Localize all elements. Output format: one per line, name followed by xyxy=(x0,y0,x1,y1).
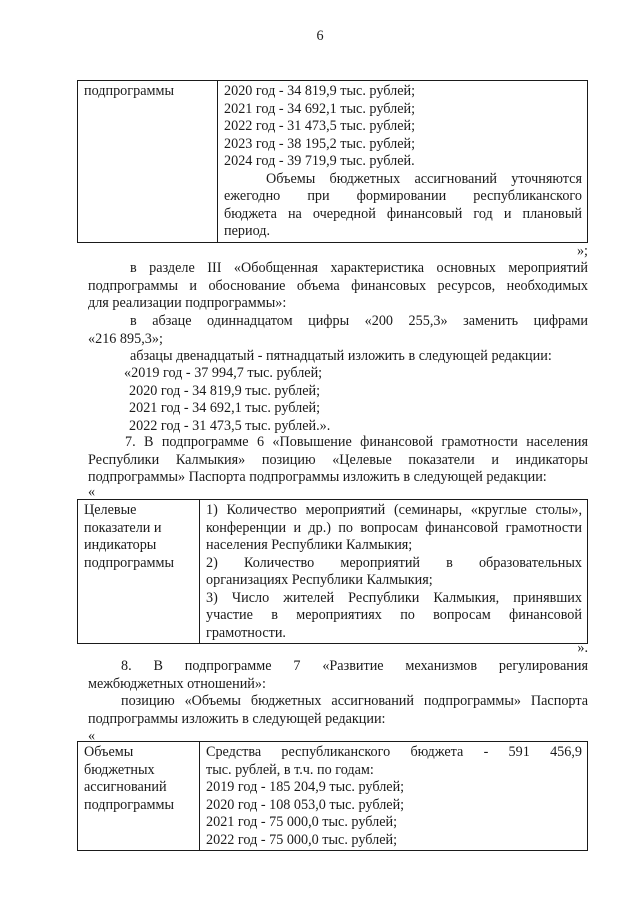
years-line: 2021 год - 34 692,1 тыс. рублей; xyxy=(129,400,321,416)
table1-year-line: 2021 год - 34 692,1 тыс. рублей; xyxy=(224,100,416,117)
abzac-paragraph xyxy=(88,313,588,348)
item7-paragraph xyxy=(88,434,588,487)
section3-line: в разделе III «Обобщенная характеристика основных мероприятий xyxy=(130,260,588,276)
page-number: 6 xyxy=(316,28,324,44)
table1-right-cell xyxy=(218,81,588,243)
table1-year-line: 2020 год - 34 819,9 тыс. рублей; xyxy=(224,83,416,99)
item7-line: Республики Калмыкия» позицию «Целевые показатели и индикаторы xyxy=(88,451,588,468)
indicator-1-line: конференции и др.) по вопросам финансовой грамотности xyxy=(206,519,582,536)
years-line: 2022 год - 31 473,5 тыс. рублей.». xyxy=(129,417,331,434)
item7-line: 7. В подпрограмме 6 «Повышение финансовой грамотности населения xyxy=(125,434,588,450)
indicators-table xyxy=(77,499,588,644)
opening-quote-3: « xyxy=(88,728,96,744)
table3-left-line: Объемы xyxy=(84,744,134,760)
table1-note-line: период. xyxy=(224,223,271,239)
indicator-3-line: 3) Число жителей Республики Калмыкия, принявших xyxy=(206,589,582,606)
indicator-1-line: населения Республики Калмыкия; xyxy=(206,537,413,553)
table3-source-line: Средства республиканского бюджета - 591 456,9 xyxy=(206,744,582,760)
opening-quote-2: « xyxy=(88,484,96,500)
indicator-3-line: участие в мероприятиях по вопросам финансовой xyxy=(206,607,582,623)
position-paragraph xyxy=(88,693,588,728)
budget-volumes-table xyxy=(77,741,588,851)
table3-source-line: тыс. рублей, в т.ч. по годам: xyxy=(206,761,374,778)
table1-note-line: ежегодно при формировании республиканского xyxy=(224,188,582,204)
table3-year-line: 2021 год - 75 000,0 тыс. рублей; xyxy=(206,814,398,830)
table3-right-cell xyxy=(200,742,588,851)
table2-left-line: показатели и xyxy=(84,519,162,536)
closing-quote-1: »; xyxy=(576,243,588,259)
table1-note-line: Объемы бюджетных ассигнований уточняются xyxy=(266,170,582,187)
abzacy-line: абзацы двенадцатый - пятнадцатый изложить в следующей редакции: xyxy=(130,348,552,364)
table1-left-cell xyxy=(78,81,218,243)
years-list xyxy=(124,365,584,435)
table1-year-line: 2024 год - 39 719,9 тыс. рублей. xyxy=(224,153,415,169)
section3-line: для реализации подпрограммы»: xyxy=(88,295,287,311)
table3-left-cell xyxy=(78,742,200,851)
indicator-1-line: 1) Количество мероприятий (семинары, «круглые столы», xyxy=(206,502,582,518)
indicator-2-line: 2) Количество мероприятий в образовательных xyxy=(206,554,582,571)
closing-quote-2: ». xyxy=(577,640,588,656)
indicator-2-line: организациях Республики Калмыкия; xyxy=(206,572,433,588)
table3-left-line: бюджетных xyxy=(84,761,155,778)
table1-note-line: бюджета на очередной финансовый год и плановый xyxy=(224,205,582,222)
abzac-line: в абзаце одиннадцатом цифры «200 255,3» заменить цифрами xyxy=(130,313,588,329)
item7-line: подпрограммы» Паспорта подпрограммы изложить в следующей редакции: xyxy=(88,469,547,485)
table2-left-line: Целевые xyxy=(84,502,137,518)
table3-year-line: 2020 год - 108 053,0 тыс. рублей; xyxy=(206,796,405,813)
indicator-3-line: грамотности. xyxy=(206,624,286,641)
table3-year-line: 2019 год - 185 204,9 тыс. рублей; xyxy=(206,779,405,795)
table1-year-line: 2023 год - 38 195,2 тыс. рублей; xyxy=(224,135,416,152)
table2-left-line: индикаторы xyxy=(84,537,157,553)
table2-right-cell xyxy=(200,500,588,644)
item8-line: межбюджетных отношений»: xyxy=(88,675,266,692)
abzac-line: «216 895,3»; xyxy=(88,330,163,347)
years-line: «2019 год - 37 994,7 тыс. рублей; xyxy=(124,365,323,381)
table3-year-line: 2022 год - 75 000,0 тыс. рублей; xyxy=(206,831,398,848)
item8-paragraph xyxy=(88,658,588,693)
table3-left-line: подпрограммы xyxy=(84,796,174,813)
table2-left-cell xyxy=(78,500,200,644)
table3-left-line: ассигнований xyxy=(84,779,167,795)
table1-left-label: подпрограммы xyxy=(84,83,174,99)
section3-paragraph xyxy=(88,260,588,313)
budget-table-continued xyxy=(77,80,588,243)
table1-year-line: 2022 год - 31 473,5 тыс. рублей; xyxy=(224,118,416,134)
item8-line: 8. В подпрограмме 7 «Развитие механизмов регулирования xyxy=(121,658,588,674)
years-line: 2020 год - 34 819,9 тыс. рублей; xyxy=(129,382,321,399)
table2-left-line: подпрограммы xyxy=(84,554,174,571)
position-line: позицию «Объемы бюджетных ассигнований подпрограммы» Паспорта xyxy=(121,693,588,709)
position-line: подпрограммы изложить в следующей редакции: xyxy=(88,710,386,727)
section3-line: подпрограммы и обоснование объема финансовых ресурсов, необходимых xyxy=(88,277,588,294)
